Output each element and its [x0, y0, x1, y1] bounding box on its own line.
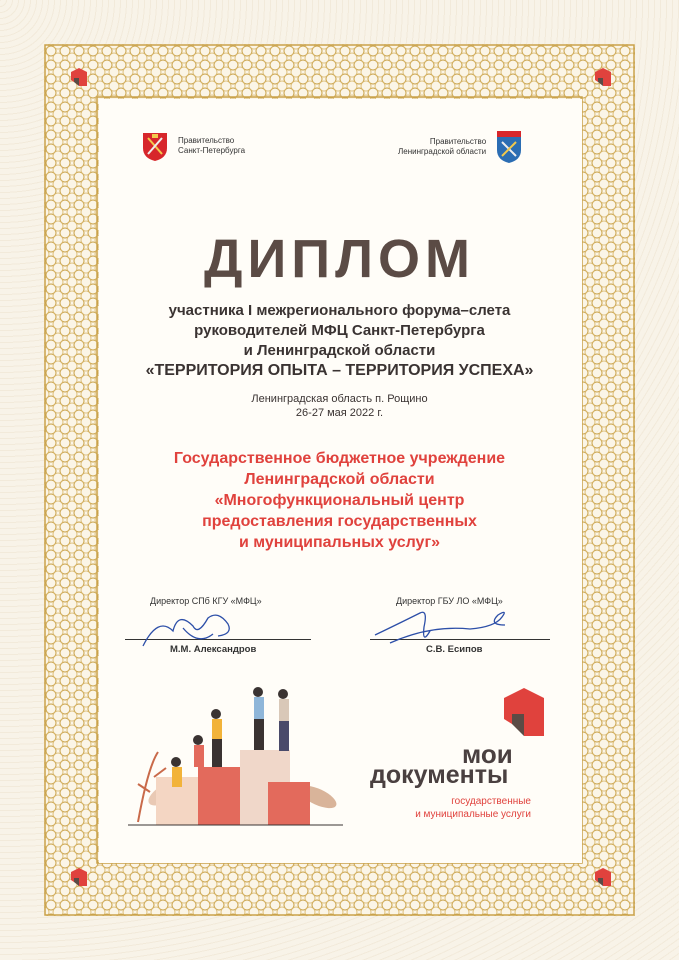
brand-tagline2: и муниципальные услуги — [415, 809, 531, 820]
recipient-line1: Государственное бюджетное учреждение — [173, 450, 506, 467]
spb-emblem-icon — [140, 130, 170, 162]
gov-lo-line2: Ленинградской области — [398, 147, 487, 156]
mfc-logo-icon — [592, 866, 614, 888]
right-signer-name: С.В. Есипов — [426, 644, 483, 655]
illustration-team-podium — [128, 672, 343, 832]
brand-moi: мои — [462, 739, 513, 769]
mfc-logo-icon — [68, 66, 90, 88]
recipient-line4: предоставления государственных — [202, 513, 477, 530]
event-name: «ТЕРРИТОРИЯ ОПЫТА – ТЕРРИТОРИЯ УСПЕХА» — [145, 362, 534, 379]
diploma-title: ДИПЛОМ — [204, 229, 475, 289]
subtitle-line2: руководителей МФЦ Санкт-Петербурга — [194, 322, 485, 339]
left-signer-name: М.М. Александров — [170, 644, 257, 655]
mfc-logo-icon — [68, 866, 90, 888]
gov-spb-line2: Санкт-Петербурга — [178, 146, 246, 155]
event-place: Ленинградская область п. Рощино — [251, 393, 428, 405]
subtitle-line1: участника I межрегионального форума–слета — [168, 302, 511, 319]
brand-documenty: документы — [370, 761, 509, 789]
recipient-line5: и муниципальных услуг» — [238, 534, 441, 551]
gov-lo — [398, 130, 524, 164]
subtitle-line3: и Ленинградской области — [243, 342, 436, 359]
gov-spb-line1: Правительство — [178, 136, 235, 145]
recipient-line2: Ленинградской области — [244, 471, 435, 488]
gov-lo-line1: Правительство — [429, 137, 487, 146]
lo-emblem-icon — [494, 130, 524, 164]
gov-spb — [140, 130, 245, 162]
event-date: 26-27 мая 2022 г. — [295, 407, 384, 419]
mfc-logo-icon — [500, 686, 548, 738]
recipient-line3: «Многофункциональный центр — [214, 492, 465, 509]
right-signer-position: Директор ГБУ ЛО «МФЦ» — [396, 596, 503, 606]
mfc-logo-icon — [592, 66, 614, 88]
brand-tagline1: государственные — [451, 796, 531, 807]
left-signer-position: Директор СПб КГУ «МФЦ» — [150, 596, 262, 606]
